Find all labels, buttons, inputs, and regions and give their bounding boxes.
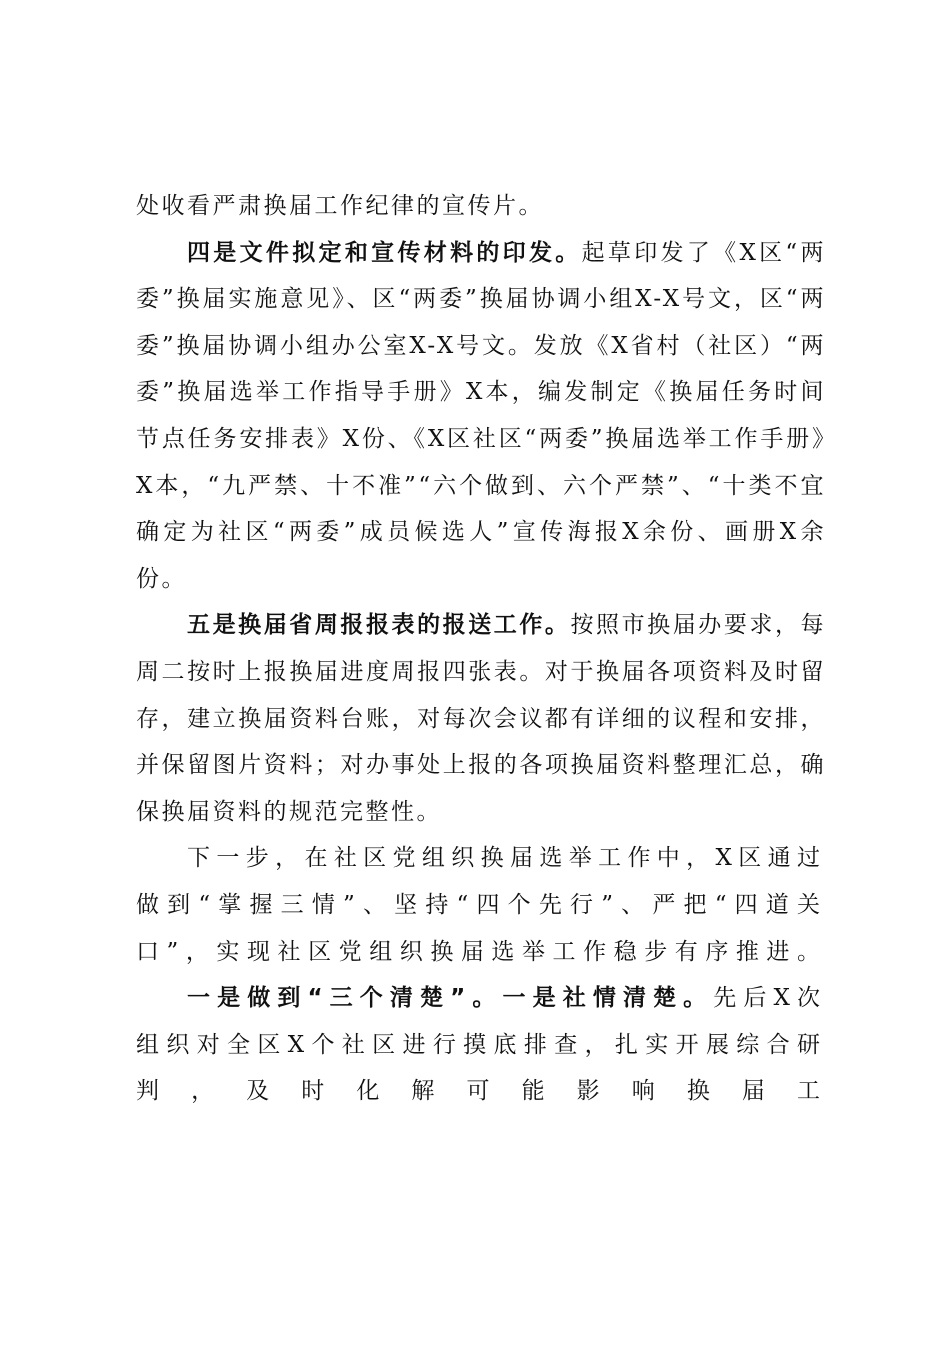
document-body xyxy=(136,183,826,1115)
paragraph-three-clear xyxy=(136,975,826,1115)
paragraph-text: 起草印发了《X区“两委”换届实施意见》、区“两委”换届协调小组X-X号文，区“两委”换届协调小组办公室X-X号文。发放《X省村（社区）“两委”换届选举工作指导手册》X本，编发制定《换届任务时间节点任务安排表》X份、《X区社区“两委”换届选举工作手册》X本，“九严禁、十不准”“六个做到、六个严禁”、“十类不宜确定为社区“两委”成员候选人”宣传海报X余份、画册X余份。 xyxy=(136,239,827,592)
paragraph-lead-heading: 四是文件拟定和宣传材料的印发。 xyxy=(187,239,582,266)
paragraph-document-drafting xyxy=(136,230,826,603)
paragraph-text: 先后X次组织对全区X个社区进行摸底排查，扎实开展综合研判，及时化解可能影响换届工 xyxy=(136,985,827,1105)
paragraph-lead-heading: 一是做到“三个清楚”。一是社情清楚。 xyxy=(187,985,714,1012)
paragraph-weekly-report xyxy=(136,602,826,835)
paragraph-text: 按照市换届办要求，每周二按时上报换届进度周报四张表。对于换届各项资料及时留存，建立换届资料台账，对每次会议都有详细的议程和安排，并保留图片资料；对办事处上报的各项换届资料整理汇总，确保换届资料的规范完整性。 xyxy=(136,612,826,825)
paragraph-text: 下一步，在社区党组织换届选举工作中，X区通过做到“掌握三情”、坚持“四个先行”、严把“四道关口”，实现社区党组织换届选举工作稳步有序推进。 xyxy=(136,845,826,965)
paragraph-next-step xyxy=(136,835,826,975)
paragraph-text: 处收看严肃换届工作纪律的宣传片。 xyxy=(136,193,544,219)
paragraph-lead-heading: 五是换届省周报报表的报送工作。 xyxy=(187,612,571,639)
paragraph-continuation xyxy=(136,183,826,230)
